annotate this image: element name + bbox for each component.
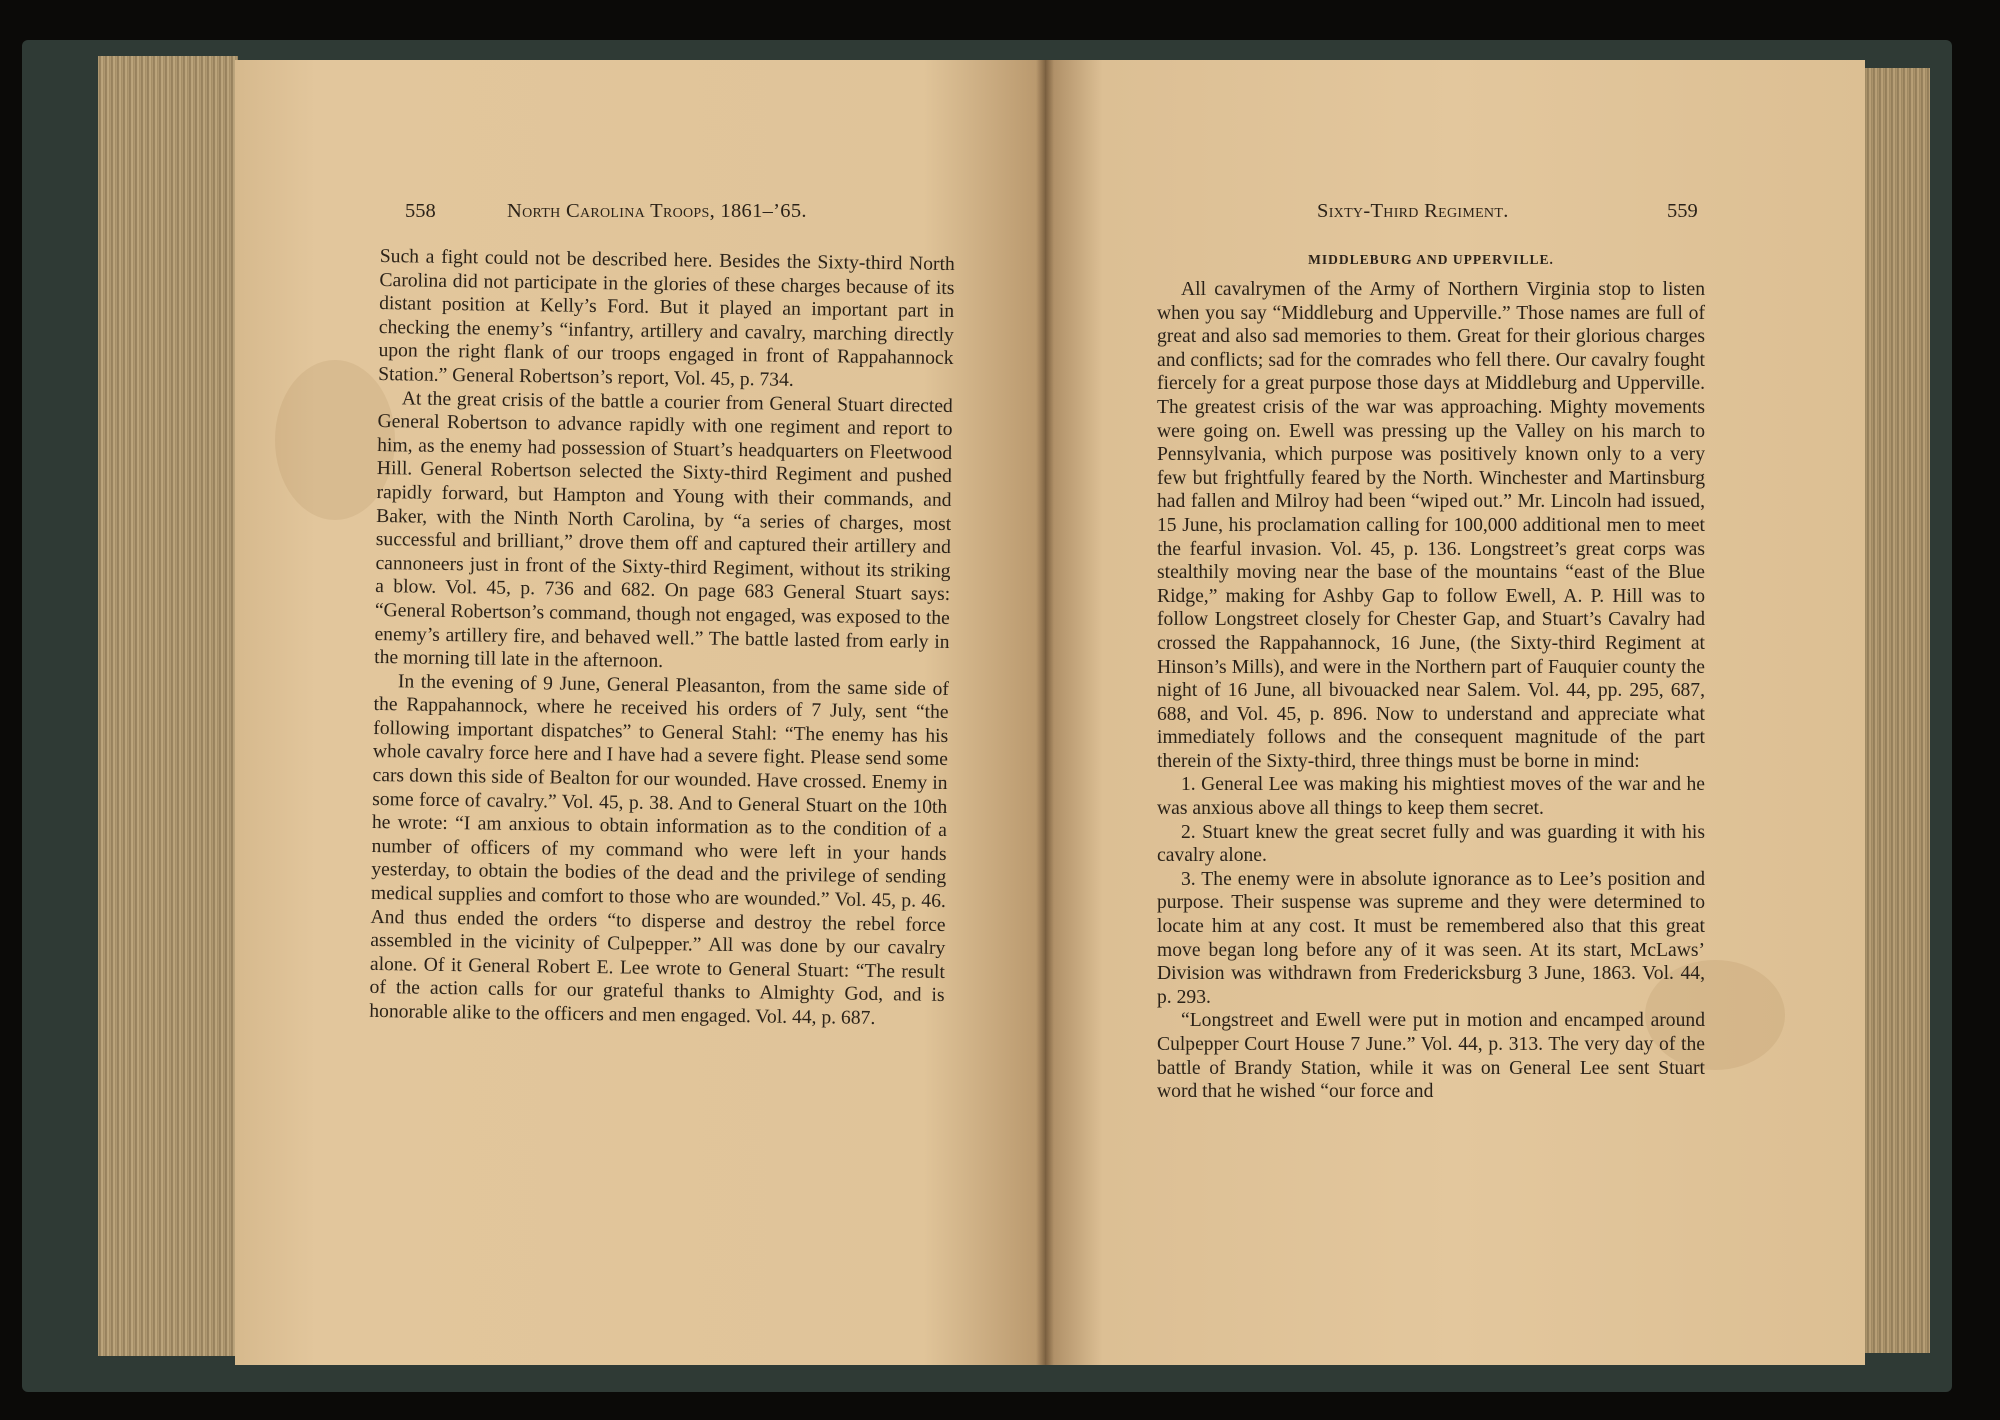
page-edges-left bbox=[98, 56, 238, 1356]
paragraph: At the great crisis of the battle a courier from General Stuart directed General Robertson to advance rapidly with one regiment and report to him, as the enemy had possession of Stuart’s headquarters on Fleetwood Hill. General Robertson selected the Sixty-third Regiment and pushed rapidly forward, but Hampton and Young with their commands, and Baker, with the Ninth North Carolina, by “a series of charges, most successful and brilliant,” drove them off and captured their artillery and cannoneers just in front of the Sixty-third Regiment, without its striking a blow. Vol. 45, p. 736 and 682. On page 683 General Stuart says: “General Robertson’s command, though not engaged, was exposed to the enemy’s artillery fire, and behaved well.” The battle lasted from early in the morning till late in the afternoon. bbox=[374, 387, 953, 673]
page-number: 559 bbox=[1667, 200, 1698, 222]
paragraph: Such a fight could not be described here. Besides the Sixty-third North Carolina did not participate in the glories of these charges because of its distant position at Kelly’s Ford. But it played an important part in checking the enemy’s “infantry, artillery and cavalry, marching directly upon the right flank of our troops engaged in front of Rappahannock Station.” General Robertson’s report, Vol. 45, p. 734. bbox=[378, 245, 955, 391]
right-page bbox=[1045, 60, 1865, 1365]
running-head bbox=[507, 200, 807, 223]
numbered-paragraph: 3. The enemy were in absolute ignorance as to Lee’s position and purpose. Their suspense was supreme and they were determined to locate him at any cost. It must be remembered also that this great move began long before any of it was seen. At its start, McLaws’ Division was withdrawn from Fredericksburg 3 June, 1863. Vol. 44, p. 293. bbox=[1157, 868, 1705, 1008]
running-head bbox=[1317, 200, 1509, 223]
left-body-text bbox=[369, 245, 955, 1032]
numbered-paragraph: 2. Stuart knew the great secret fully and was guarding it with his cavalry alone. bbox=[1157, 821, 1705, 867]
numbered-paragraph: 1. General Lee was making his mightiest moves of the war and he was anxious above all things to keep them secret. bbox=[1157, 774, 1705, 820]
paragraph: In the evening of 9 June, General Pleasanton, from the same side of the Rappahannock, where he received his orders of 7 July, sent “the following important dispatches” to General Stahl: “The enemy has his whole cavalry force here and I have had a severe fight. Please send some cars down this side of Bealton for our wounded. Have crossed. Enemy in some force of cavalry.” Vol. 45, p. 38. And to General Stuart on the 10th he wrote: “I am anxious to obtain information as to the condition of a number of officers of my command who were left in your hands yesterday, to obtain the bodies of the dead and the privilege of sending medical supplies and comfort to those who are wounded.” Vol. 45, p. 46. And thus ended the orders “to disperse and destroy the rebel force assembled in the vicinity of Culpepper.” All was done by our cavalry alone. Of it General Robert E. Lee wrote to General Stuart: “The result of the action calls for our grateful thanks to Almighty God, and is honorable alike to the officers and men engaged. Vol. 44, p. 687. bbox=[369, 670, 950, 1029]
book-gutter bbox=[1036, 60, 1054, 1365]
section-title: MIDDLEBURG AND UPPERVILLE. bbox=[1308, 252, 1554, 267]
running-head-text: Sixty-Third Regiment. bbox=[1317, 200, 1509, 222]
paragraph: “Longstreet and Ewell were put in motion and encamped around Culpepper Court House 7 June.” Vol. 44, p. 313. The very day of the battle of Brandy Station, while it was on General Lee sent Stuart word that he wished “our force and bbox=[1157, 1010, 1705, 1103]
left-page bbox=[235, 60, 1045, 1365]
right-body-text bbox=[1157, 278, 1705, 1104]
paragraph: All cavalrymen of the Army of Northern Virginia stop to listen when you say “Middleburg and Upperville.” Those names are full of great and also sad memories to them. Great for their glorious charges and conflicts; sad for the comrades who fell there. Our cavalry fought fiercely for a great purpose those days at Middleburg and Upperville. The greatest crisis of the war was approaching. Mighty movements were going on. Ewell was pressing up the Valley on his march to Pennsylvania, which purpose was positively known only to a very few but frightfully feared by the North. Winchester and Martinsburg had fallen and Milroy had been “wiped out.” Mr. Lincoln had issued, 15 June, his proclamation calling for 100,000 additional men to meet the fearful invasion. Vol. 45, p. 136. Longstreet’s great corps was stealthily moving near the base of the mountains “east of the Blue Ridge,” making for Ashby Gap to follow Ewell, A. P. Hill was to follow Longstreet closely for Chester Gap, and Stuart’s Cavalry had crossed the Rappahannock, 16 June, (the Sixty-third Regiment at Hinson’s Mills), and were in the Northern part of Fauquier county the night of 16 June, all bivouacked near Salem. Vol. 44, pp. 295, 687, 688, and Vol. 45, p. 896. Now to understand and appreciate what immediately follows and the consequent magnitude of the part therein of the Sixty-third, three things must be borne in mind: bbox=[1157, 279, 1705, 772]
page-number: 558 bbox=[405, 200, 436, 222]
page-edges-right bbox=[1860, 68, 1930, 1353]
running-head-text: North Carolina Troops, 1861–’65. bbox=[507, 200, 807, 222]
